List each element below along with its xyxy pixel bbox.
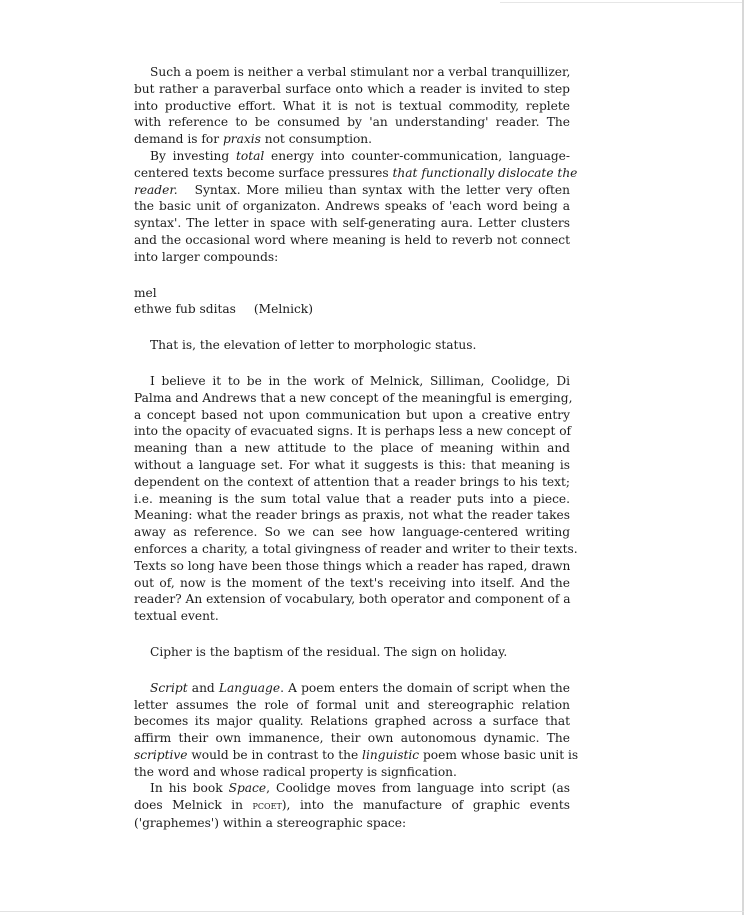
text-line: dependent on the context of attention that a reader brings to his text; [134, 474, 570, 489]
spacer [134, 661, 570, 680]
text-line: and the occasional word where meaning is held to reverb not connect [134, 232, 570, 247]
text-line: letter assumes the role of formal unit and stereographic relation [134, 697, 570, 712]
paragraph-3 [134, 337, 570, 354]
text-line: syntax'. The letter in space with self-generating aura. Letter clusters [134, 216, 570, 231]
text-line: out of, now is the moment of the text's receiving into itself. And the [134, 575, 570, 590]
spacer [134, 625, 570, 644]
text-line: the basic unit of organizaton. Andrews speaks of 'each word being a [134, 199, 570, 214]
text-line: without a language set. For what it suggests is this: that meaning is [134, 457, 570, 472]
text-line: away as reference. So we can see how language-centered writing [134, 525, 570, 540]
emphasis: linguistic [362, 747, 420, 762]
text-line: meaning than a new attitude to the place of meaning within and [134, 441, 570, 456]
paragraph-4 [134, 373, 578, 625]
text-run: and [187, 680, 219, 695]
text-run: demand is for [134, 132, 223, 147]
poem-line [134, 301, 570, 318]
emphasis: Space [228, 781, 267, 796]
paragraph-2 [134, 148, 578, 266]
text-line [134, 131, 570, 148]
text-run: . A poem enters the domain of script when the [280, 680, 570, 695]
poem-excerpt [134, 285, 570, 319]
text-run: would be in contrast to the [187, 747, 363, 762]
text-line: I believe it to be in the work of Melnick, Silliman, Coolidge, Di [150, 373, 570, 388]
text-line: Palma and Andrews that a new concept of the meaningful is emerging, [134, 390, 573, 405]
text-run: Syntax. More milieu than syntax with the letter very often [177, 182, 570, 197]
text-line: becomes its major quality. Relations graphed across a surface that [134, 714, 570, 729]
document-page [134, 64, 579, 832]
text-run: centered texts become surface pressures [134, 165, 393, 180]
text-line [134, 797, 570, 815]
text-line [134, 165, 578, 182]
emphasis: praxis [222, 132, 261, 147]
emphasis: total [235, 148, 265, 163]
text-line: enforces a charity, a total givingness of reader and writer to their texts. [134, 541, 578, 556]
text-line: That is, the elevation of letter to morphologic status. [150, 338, 477, 353]
scan-edge-bottom [0, 911, 744, 912]
text-run: does Melnick in [134, 798, 253, 813]
paragraph-7 [134, 780, 570, 831]
text-line: into the opacity of evacuated signs. It is perhaps less a new concept of [134, 424, 572, 439]
text-run: In his book [150, 781, 229, 796]
emphasis: Language [218, 680, 281, 695]
text-line [134, 182, 570, 199]
text-run: , Coolidge moves from language into script (as [266, 781, 570, 796]
text-line: i.e. meaning is the sum total value that a reader puts into a piece. [134, 491, 570, 506]
text-line [134, 780, 570, 797]
text-run: ), into the manufacture of graphic events [281, 798, 570, 813]
text-run: not consumption. [260, 132, 373, 147]
text-line: into productive effort. What it is not is textual commodity, replete [134, 98, 570, 113]
text-line: with reference to be consumed by 'an understanding' reader. The [134, 115, 570, 130]
text-line: Texts so long have been those things which a reader has raped, drawn [134, 558, 571, 573]
spacer [134, 318, 570, 337]
text-line: the word and whose radical property is signfication. [134, 764, 457, 779]
poem-text: ethwe fub sditas [134, 302, 236, 317]
text-line: textual event. [134, 609, 219, 624]
text-line: into larger compounds: [134, 249, 279, 264]
small-caps-title: pcoet [252, 799, 282, 813]
paragraph-6 [134, 680, 579, 781]
spacer [134, 266, 570, 285]
text-line: reader? An extension of vocabulary, both operator and component of a [134, 592, 571, 607]
poem-line: mel [134, 285, 157, 300]
text-line [134, 747, 579, 764]
text-line: but rather a paraverbal surface onto which a reader is invited to step [134, 81, 570, 96]
text-line: affirm their own immanence, their own autonomous dynamic. The [134, 731, 570, 746]
text-line [134, 680, 570, 697]
emphasis: reader. [134, 182, 178, 197]
text-line: Cipher is the baptism of the residual. The sign on holiday. [150, 644, 508, 659]
text-line: a concept based not upon communication but upon a creative entry [134, 407, 570, 422]
text-line: ('graphemes') within a stereographic space: [134, 816, 407, 831]
emphasis: Script [150, 680, 188, 695]
spacer [134, 354, 570, 373]
paragraph-1 [134, 64, 570, 148]
text-line [134, 148, 570, 165]
text-line: Meaning: what the reader brings as praxis, not what the reader takes [134, 508, 570, 523]
text-line: Such a poem is neither a verbal stimulant nor a verbal tranquillizer, [150, 65, 571, 79]
emphasis: scriptive [134, 747, 188, 762]
poem-credit: (Melnick) [253, 302, 313, 317]
scan-edge-top [500, 2, 744, 3]
text-run: energy into counter-communication, language- [264, 148, 570, 163]
paragraph-5 [134, 644, 570, 661]
text-run: By investing [150, 148, 236, 163]
text-run: poem whose basic unit is [419, 747, 579, 762]
emphasis: that functionally dislocate the [392, 165, 578, 180]
